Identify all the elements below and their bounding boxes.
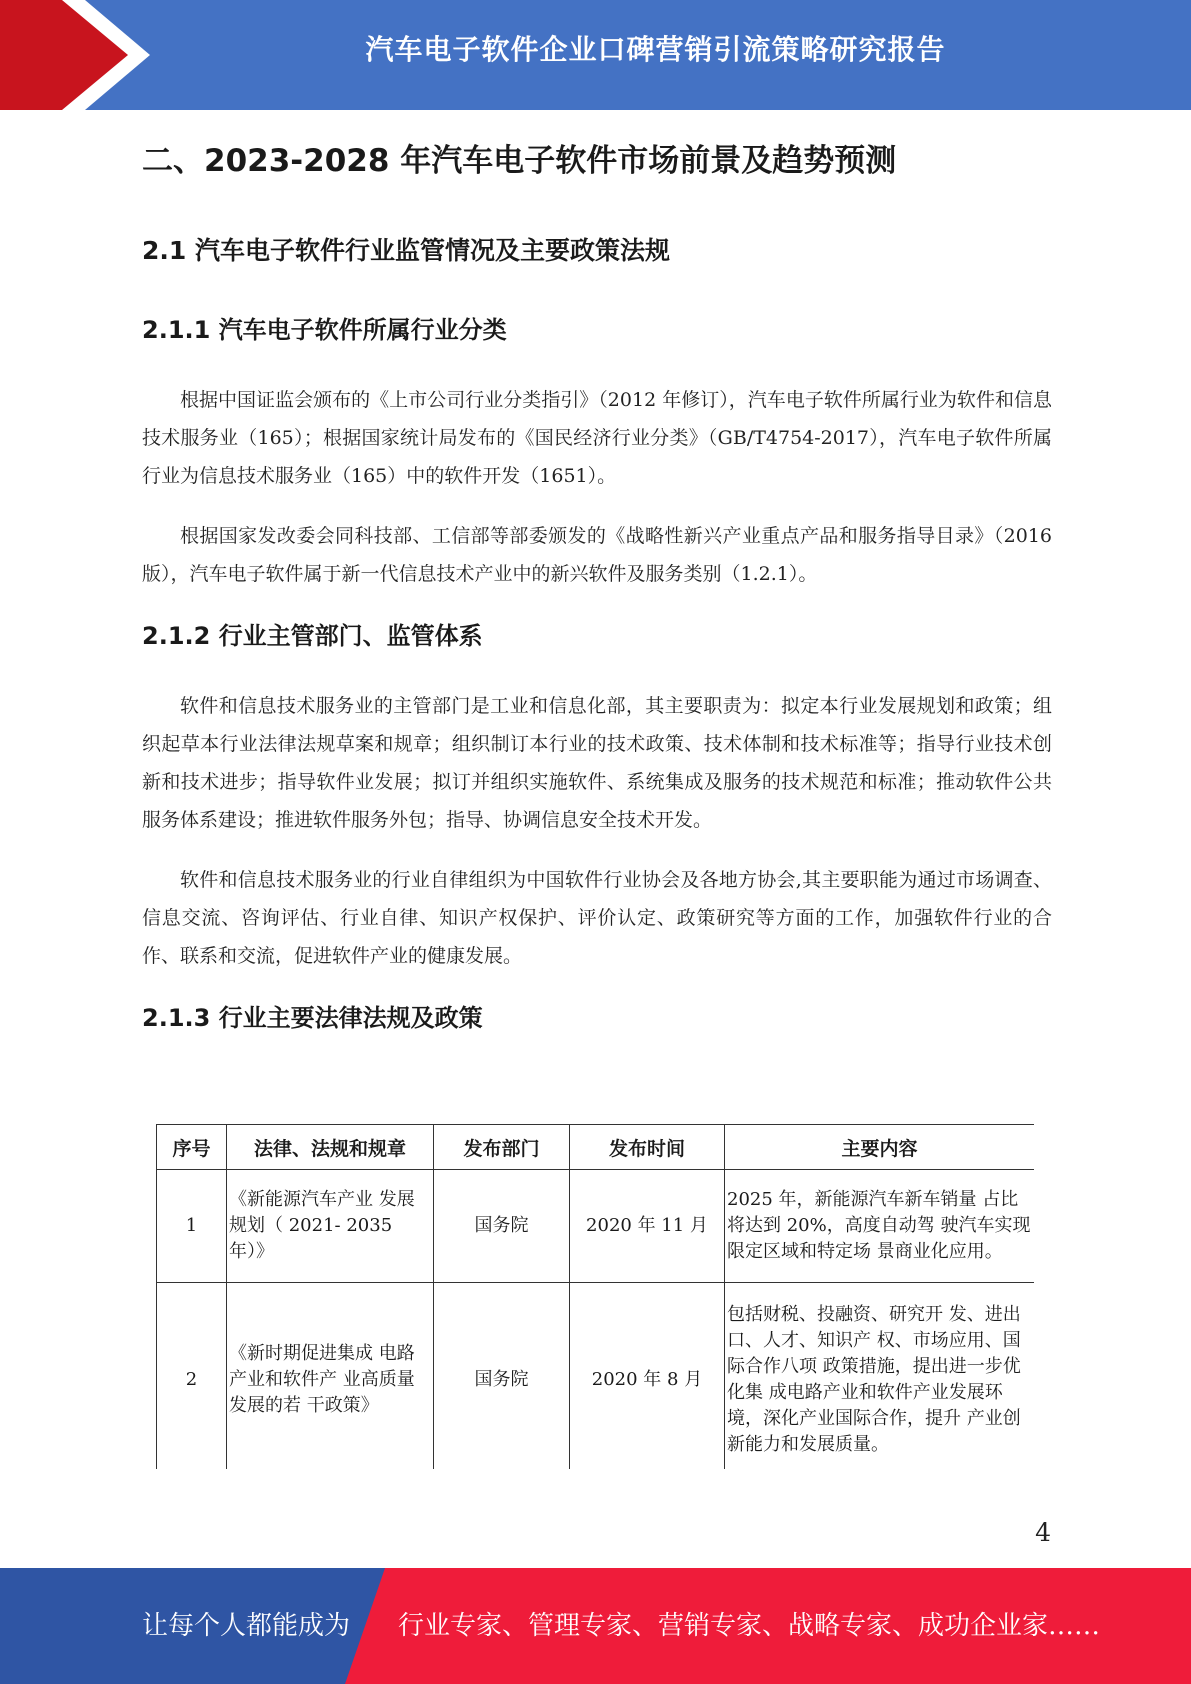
paragraph: 根据中国证监会颁布的《上市公司行业分类指引》（2012 年修订），汽车电子软件所属行业为软件和信息技术服务业（165）；根据国家统计局发布的《国民经济行业分类》（GB/T4754-2017），汽车电子软件所属行业为信息技术服务业（165）中的软件开发（1651）。 xyxy=(142,389,1052,487)
section-heading-2-1: 2.1 汽车电子软件行业监管情况及主要政策法规 xyxy=(142,236,670,265)
table-header-cell: 发布时间 xyxy=(570,1125,725,1170)
policy-table-wrapper xyxy=(156,1124,1034,1469)
table-header-cell: 序号 xyxy=(157,1125,227,1170)
report-title: 汽车电子软件企业口碑营销引流策略研究报告 xyxy=(365,33,946,66)
paragraph: 根据国家发改委会同科技部、工信部等部委颁发的《战略性新兴产业重点产品和服务指导目录》（2016 版），汽车电子软件属于新一代信息技术产业中的新兴软件及服务类别（1.2.1）。 xyxy=(142,525,1052,585)
table-header-row xyxy=(157,1125,1035,1170)
paragraph: 软件和信息技术服务业的行业自律组织为中国软件行业协会及各地方协会,其主要职能为通过市场调查、信息交流、咨询评估、行业自律、知识产权保护、评价认定、政策研究等方面的工作，加强软件行业的合作、联系和交流，促进软件产业的健康发展。 xyxy=(142,869,1052,967)
table-header-cell: 主要内容 xyxy=(725,1125,1035,1170)
table-cell-content: 包括财税、投融资、研究开 发、进出口、人才、知识产 权、市场应用、国际合作八项 政策措施，提出进一步优化集 成电路产业和软件产业发展环 境，深化产业国际合作，提升 产业创新能力和发展质量。 xyxy=(725,1283,1035,1470)
table-cell-date: 2020 年 11 月 xyxy=(570,1170,725,1283)
table-row xyxy=(157,1283,1035,1470)
chapter-heading: 二、2023-2028 年汽车电子软件市场前景及趋势预测 xyxy=(142,143,897,179)
table-row xyxy=(157,1170,1035,1283)
table-cell-law: 《新时期促进集成 电路产业和软件产 业高质量发展的若 干政策》 xyxy=(227,1283,434,1470)
report-header xyxy=(0,0,1191,110)
subsection-heading-2-1-2: 2.1.2 行业主管部门、监管体系 xyxy=(142,622,483,650)
policy-table xyxy=(156,1124,1034,1469)
table-cell-no: 2 xyxy=(157,1283,227,1470)
table-header-cell: 发布部门 xyxy=(434,1125,570,1170)
table-cell-dept: 国务院 xyxy=(434,1283,570,1470)
page-number: 4 xyxy=(1035,1518,1051,1547)
table-cell-no: 1 xyxy=(157,1170,227,1283)
header-arrow-icon xyxy=(0,0,160,110)
table-cell-dept: 国务院 xyxy=(434,1170,570,1283)
table-cell-content: 2025 年，新能源汽车新车销量 占比将达到 20%，高度自动驾 驶汽车实现限定区域和特定场 景商业化应用。 xyxy=(725,1170,1035,1283)
subsection-heading-2-1-3: 2.1.3 行业主要法律法规及政策 xyxy=(142,1004,483,1032)
report-footer xyxy=(0,1568,1191,1684)
paragraph: 软件和信息技术服务业的主管部门是工业和信息化部，其主要职责为：拟定本行业发展规划和政策；组织起草本行业法律法规草案和规章；组织制订本行业的技术政策、技术体制和技术标准等；指导行业技术创新和技术进步；指导软件业发展；拟订并组织实施软件、系统集成及服务的技术规范和标准；推动软件公共服务体系建设；推进软件服务外包；指导、协调信息安全技术开发。 xyxy=(142,695,1052,831)
page-content xyxy=(142,140,1052,1035)
footer-slogan: 让每个人都能成为 xyxy=(142,1611,351,1641)
table-cell-date: 2020 年 8 月 xyxy=(570,1283,725,1470)
footer-tagline: 行业专家、管理专家、营销专家、战略专家、成功企业家…… xyxy=(398,1611,1101,1641)
table-cell-law: 《新能源汽车产业 发展规划（ 2021- 2035 年）》 xyxy=(227,1170,434,1283)
subsection-heading-2-1-1: 2.1.1 汽车电子软件所属行业分类 xyxy=(142,316,507,344)
table-header-cell: 法律、法规和规章 xyxy=(227,1125,434,1170)
